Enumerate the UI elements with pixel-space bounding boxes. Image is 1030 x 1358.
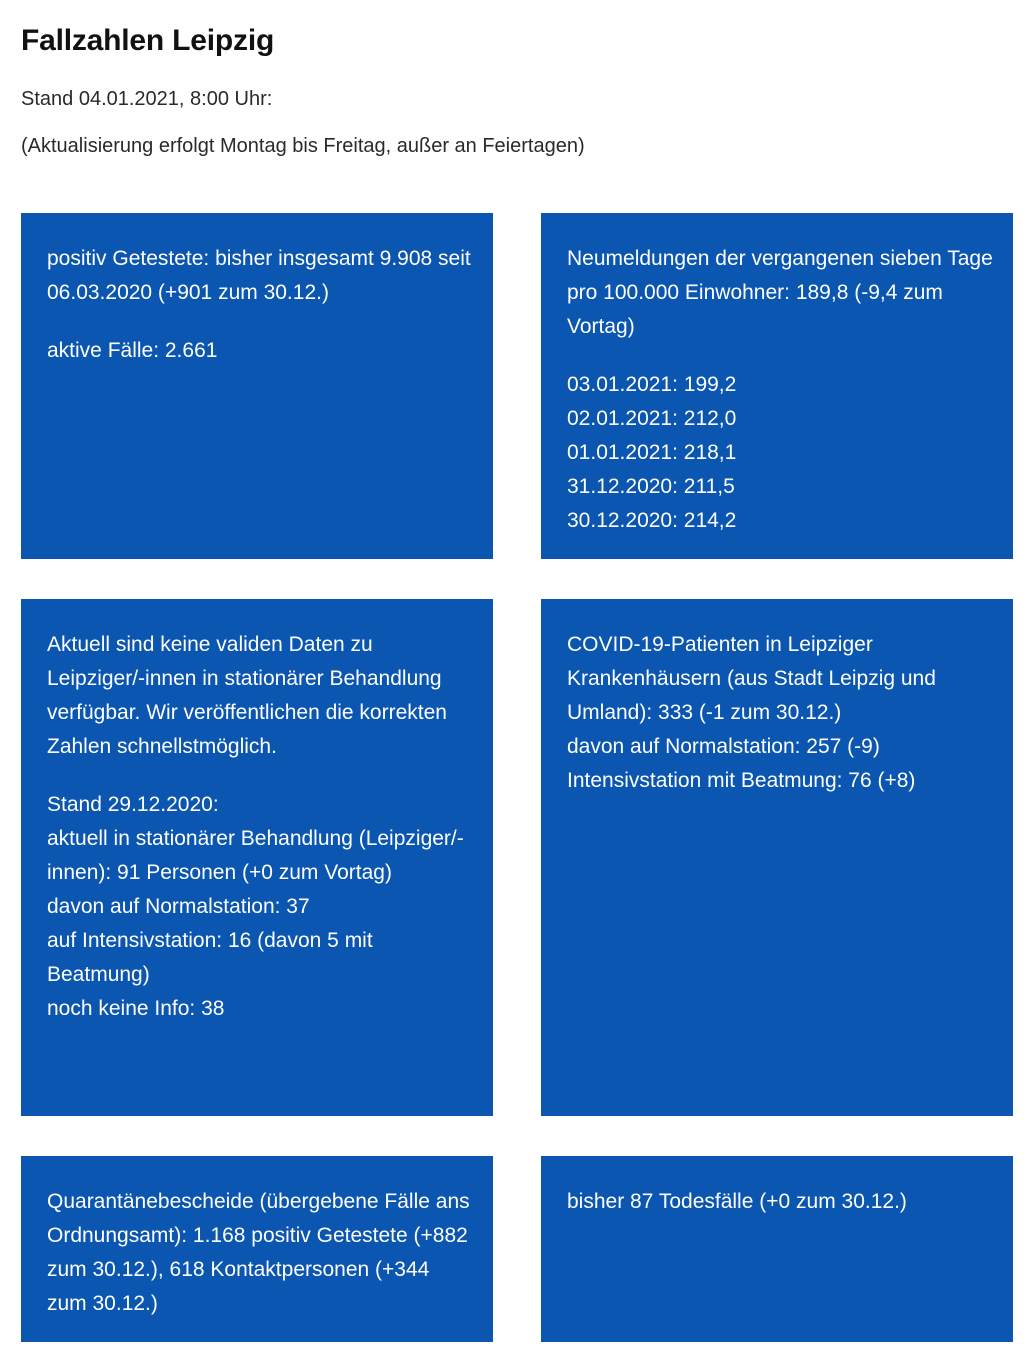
- active-cases-text: aktive Fälle: 2.661: [47, 339, 218, 362]
- incidence-history-item: 01.01.2021: 218,1: [567, 441, 737, 464]
- hospital-residents-no-info: noch keine Info: 38: [47, 997, 225, 1020]
- incidence-intro-text: Neumeldungen der vergangenen sieben Tage pro 100.000 Einwohner: 189,8 (-9,4 zum Vortag): [567, 247, 993, 338]
- incidence-history-item: 02.01.2021: 212,0: [567, 407, 737, 430]
- deaths-box: [541, 1156, 1013, 1342]
- hospital-patients-total: COVID-19-Patienten in Leipziger Krankenhäusern (aus Stadt Leipzig und Umland): 333 (-1 zum 30.12.): [567, 633, 936, 724]
- positive-total-text: positiv Getestete: bisher insgesamt 9.908 seit 06.03.2020 (+901 zum 30.12.): [47, 247, 471, 304]
- deaths-text: bisher 87 Todesfälle (+0 zum 30.12.): [567, 1190, 907, 1213]
- hospital-patients-list: [567, 628, 993, 798]
- hospital-patients-normal-ward: davon auf Normalstation: 257 (-9): [567, 735, 880, 758]
- hospital-residents-intensive-care: auf Intensivstation: 16 (davon 5 mit Beatmung): [47, 929, 373, 986]
- page-title: Fallzahlen Leipzig: [21, 24, 275, 57]
- hospital-residents-details: [47, 788, 473, 1026]
- hospital-residents-current: aktuell in stationärer Behandlung (Leipziger/-innen): 91 Personen (+0 zum Vortag): [47, 827, 464, 884]
- incidence-history-item: 03.01.2021: 199,2: [567, 373, 737, 396]
- hospital-patients-box: [541, 599, 1013, 1116]
- hospital-residents-normal-ward: davon auf Normalstation: 37: [47, 895, 310, 918]
- stand-date: Stand 04.01.2021, 8:00 Uhr:: [21, 88, 273, 110]
- quarantine-box: [21, 1156, 493, 1342]
- update-note: (Aktualisierung erfolgt Montag bis Freitag, außer an Feiertagen): [21, 135, 585, 157]
- incidence-box: [541, 213, 1013, 559]
- hospital-residents-stand: Stand 29.12.2020:: [47, 793, 219, 816]
- hospital-residents-box: [21, 599, 493, 1116]
- hospital-patients-ventilated: Intensivstation mit Beatmung: 76 (+8): [567, 769, 916, 792]
- incidence-history-item: 30.12.2020: 214,2: [567, 509, 737, 532]
- hospital-residents-notice: Aktuell sind keine validen Daten zu Leipziger/-innen in stationärer Behandlung verfügbar. Wir veröffentlichen die korrekten Zahlen schnellstmöglich.: [47, 633, 447, 758]
- incidence-history-list: [567, 368, 993, 538]
- quarantine-text: Quarantänebescheide (übergebene Fälle ans Ordnungsamt): 1.168 positiv Getestete (+882 zum 30.12.), 618 Kontaktpersonen (+344 zum 30.12.): [47, 1190, 470, 1315]
- positive-cases-box: [21, 213, 493, 559]
- incidence-history-item: 31.12.2020: 211,5: [567, 475, 735, 498]
